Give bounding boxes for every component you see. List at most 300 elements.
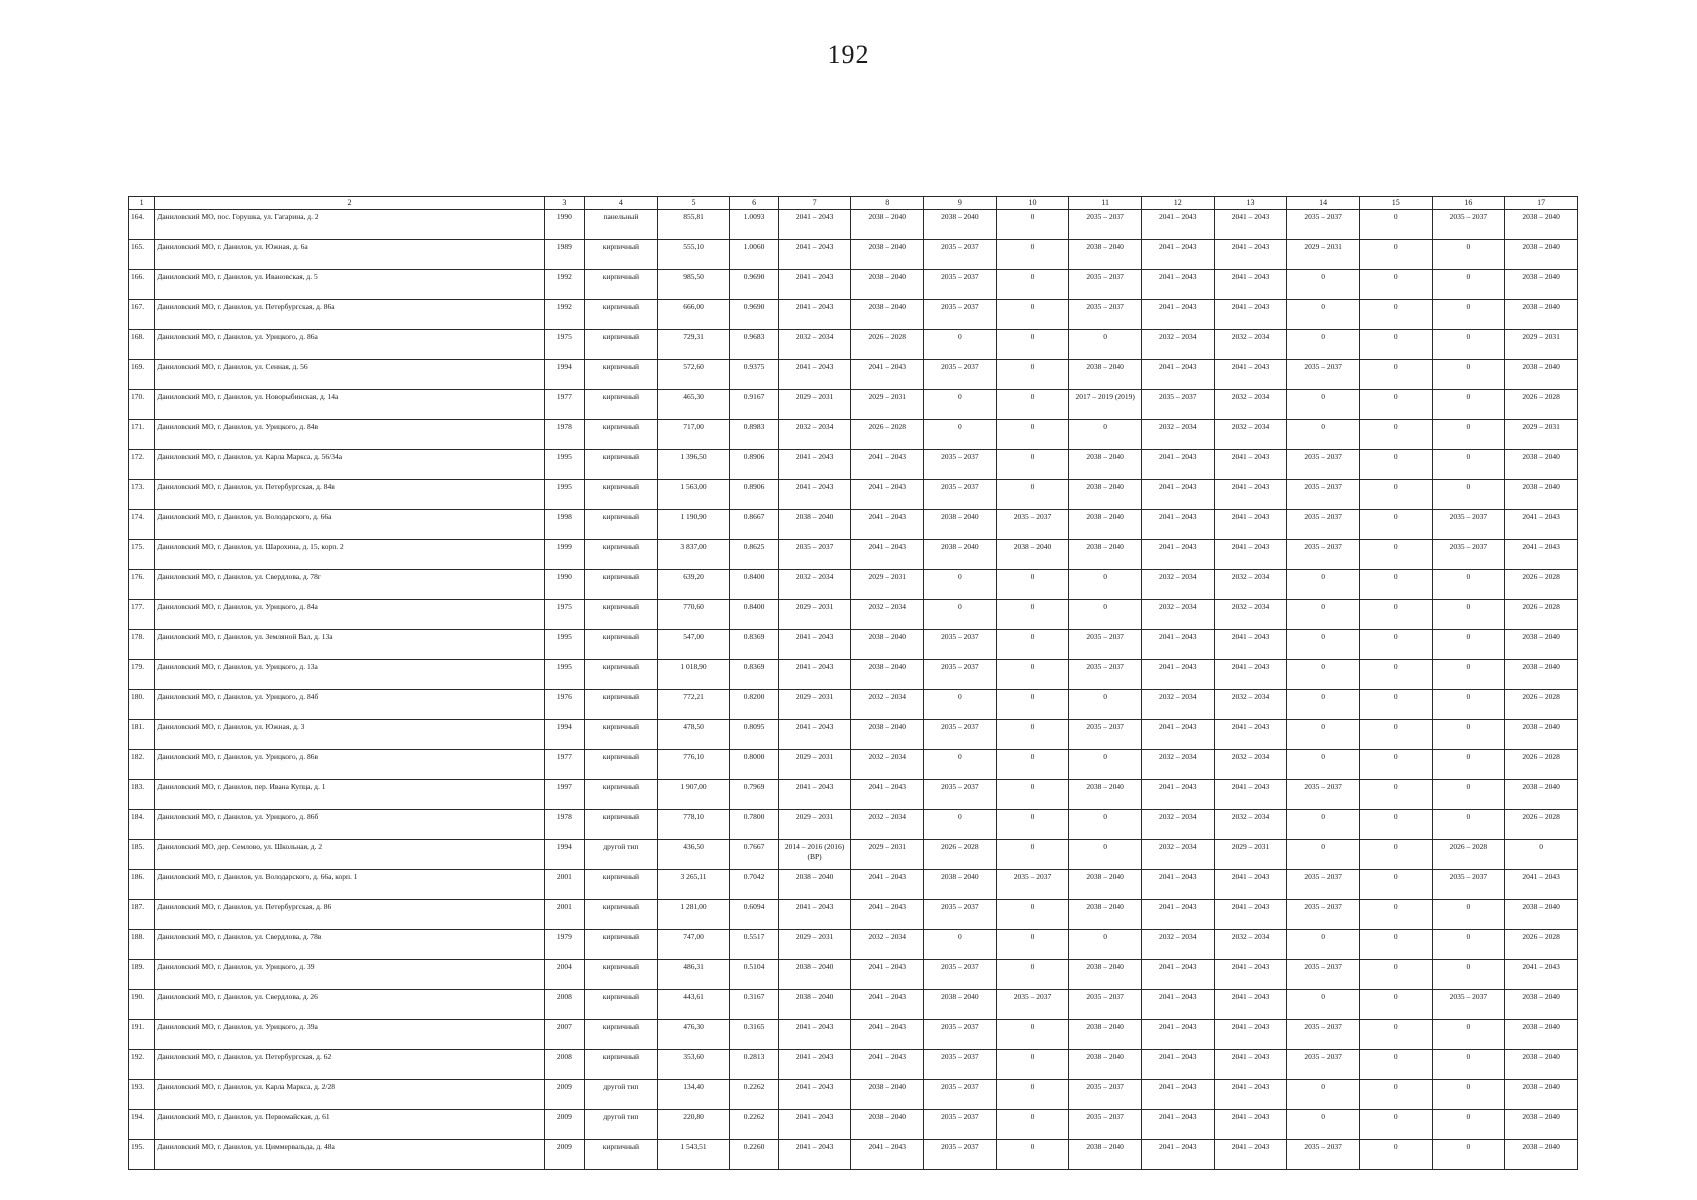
- table-cell: 2035 – 2037: [1432, 510, 1505, 540]
- table-cell: 2038 – 2040: [924, 210, 997, 240]
- table-cell: 2041 – 2043: [1214, 240, 1287, 270]
- table-cell: 220,80: [657, 1110, 730, 1140]
- table-cell: 2041 – 2043: [778, 210, 851, 240]
- table-cell: 2029 – 2031: [851, 840, 924, 870]
- table-row: [129, 930, 1578, 960]
- table-cell: 2041 – 2043: [778, 450, 851, 480]
- table-cell: 2041 – 2043: [851, 900, 924, 930]
- table-cell: 2029 – 2031: [778, 930, 851, 960]
- row-number-cell: 177.: [129, 600, 155, 630]
- table-cell: кирпичный: [585, 300, 658, 330]
- table-cell: 0: [996, 1020, 1069, 1050]
- table-cell: 443,61: [657, 990, 730, 1020]
- table-cell: 0: [1432, 450, 1505, 480]
- table-cell: 2035 – 2037: [1287, 900, 1360, 930]
- table-cell: 2032 – 2034: [778, 570, 851, 600]
- table-row: [129, 630, 1578, 660]
- table-cell: 0: [1069, 750, 1142, 780]
- table-cell: 0: [996, 780, 1069, 810]
- table-cell: 2032 – 2034: [1141, 750, 1214, 780]
- table-cell: 0: [996, 1110, 1069, 1140]
- table-cell: 0.9690: [730, 300, 778, 330]
- table-cell: 2032 – 2034: [778, 330, 851, 360]
- table-cell: 0: [1432, 780, 1505, 810]
- table-cell: 0.8369: [730, 630, 778, 660]
- table-cell: 2032 – 2034: [1141, 930, 1214, 960]
- table-cell: 2041 – 2043: [851, 870, 924, 900]
- address-cell: Даниловский МО, г. Данилов, ул. Урицкого, д. 39а: [155, 1020, 544, 1050]
- table-cell: 2041 – 2043: [1141, 1020, 1214, 1050]
- address-cell: Даниловский МО, г. Данилов, ул. Урицкого, д. 86б: [155, 810, 544, 840]
- table-cell: 2035 – 2037: [996, 990, 1069, 1020]
- table-cell: 2029 – 2031: [778, 690, 851, 720]
- table-cell: 2038 – 2040: [1069, 540, 1142, 570]
- table-cell: 0: [1069, 600, 1142, 630]
- table-cell: 2041 – 2043: [778, 270, 851, 300]
- table-cell: 0: [996, 480, 1069, 510]
- table-cell: 2032 – 2034: [1141, 570, 1214, 600]
- table-cell: 0: [924, 330, 997, 360]
- table-cell: кирпичный: [585, 930, 658, 960]
- table-cell: 2038 – 2040: [924, 510, 997, 540]
- table-cell: 2041 – 2043: [1214, 630, 1287, 660]
- table-cell: 2038 – 2040: [1069, 1050, 1142, 1080]
- table-cell: 2041 – 2043: [778, 1140, 851, 1170]
- table-cell: 2041 – 2043: [1214, 990, 1287, 1020]
- table-cell: 2035 – 2037: [1287, 540, 1360, 570]
- table-cell: 2038 – 2040: [1505, 1050, 1578, 1080]
- table-cell: 772,21: [657, 690, 730, 720]
- table-cell: 2032 – 2034: [1141, 330, 1214, 360]
- table-cell: 2038 – 2040: [851, 720, 924, 750]
- table-cell: кирпичный: [585, 990, 658, 1020]
- table-cell: 0: [1069, 570, 1142, 600]
- table-cell: 2035 – 2037: [1287, 1140, 1360, 1170]
- table-cell: другой тип: [585, 1110, 658, 1140]
- table-cell: 0: [1359, 840, 1432, 870]
- table-row: [129, 840, 1578, 870]
- column-number-header: 12: [1141, 197, 1214, 210]
- column-number-header: 13: [1214, 197, 1287, 210]
- table-cell: 2041 – 2043: [1214, 660, 1287, 690]
- table-cell: 1994: [544, 840, 584, 870]
- table-cell: 2026 – 2028: [851, 330, 924, 360]
- address-cell: Даниловский МО, г. Данилов, ул. Свердлова, д. 78в: [155, 930, 544, 960]
- table-cell: 1978: [544, 420, 584, 450]
- column-number-header: 4: [585, 197, 658, 210]
- row-number-cell: 182.: [129, 750, 155, 780]
- table-cell: 0: [996, 240, 1069, 270]
- table-cell: 2035 – 2037: [924, 900, 997, 930]
- table-cell: 1999: [544, 540, 584, 570]
- table-row: [129, 330, 1578, 360]
- table-cell: 0: [996, 1080, 1069, 1110]
- table-cell: 1 281,00: [657, 900, 730, 930]
- table-cell: 2041 – 2043: [1141, 450, 1214, 480]
- column-number-header: 3: [544, 197, 584, 210]
- row-number-cell: 183.: [129, 780, 155, 810]
- column-number-header: 5: [657, 197, 730, 210]
- table-cell: 2032 – 2034: [1214, 420, 1287, 450]
- table-cell: 353,60: [657, 1050, 730, 1080]
- table-cell: 2038 – 2040: [1505, 210, 1578, 240]
- table-cell: 0: [1432, 270, 1505, 300]
- address-cell: Даниловский МО, г. Данилов, ул. Урицкого, д. 86а: [155, 330, 544, 360]
- table-cell: 2001: [544, 900, 584, 930]
- table-cell: 2029 – 2031: [851, 570, 924, 600]
- row-number-cell: 167.: [129, 300, 155, 330]
- table-cell: 2041 – 2043: [851, 1050, 924, 1080]
- table-cell: 2035 – 2037: [924, 450, 997, 480]
- table-cell: 2041 – 2043: [1505, 870, 1578, 900]
- table-cell: 2041 – 2043: [1214, 510, 1287, 540]
- table-cell: 0.9167: [730, 390, 778, 420]
- row-number-cell: 180.: [129, 690, 155, 720]
- column-number-header: 17: [1505, 197, 1578, 210]
- table-cell: 2041 – 2043: [1141, 300, 1214, 330]
- table-cell: 2038 – 2040: [1505, 630, 1578, 660]
- table-row: [129, 1110, 1578, 1140]
- table-cell: 2038 – 2040: [1505, 270, 1578, 300]
- table-cell: 0.8369: [730, 660, 778, 690]
- table-row: [129, 480, 1578, 510]
- table-cell: 0: [1359, 1020, 1432, 1050]
- table-cell: 0: [1287, 840, 1360, 870]
- column-number-row: [129, 197, 1578, 210]
- table-cell: 2029 – 2031: [1287, 240, 1360, 270]
- table-cell: 2032 – 2034: [1141, 600, 1214, 630]
- table-cell: 0: [924, 690, 997, 720]
- table-cell: 0: [1287, 630, 1360, 660]
- table-cell: 0: [1432, 240, 1505, 270]
- table-cell: кирпичный: [585, 960, 658, 990]
- table-cell: 2041 – 2043: [778, 1020, 851, 1050]
- table-row: [129, 1020, 1578, 1050]
- table-cell: 2035 – 2037: [996, 510, 1069, 540]
- table-cell: 1995: [544, 660, 584, 690]
- table-cell: 0.7800: [730, 810, 778, 840]
- table-cell: 2041 – 2043: [778, 720, 851, 750]
- table-cell: 0: [1287, 750, 1360, 780]
- table-cell: 2035 – 2037: [1069, 210, 1142, 240]
- column-number-header: 2: [155, 197, 544, 210]
- table-cell: 0: [1359, 510, 1432, 540]
- table-cell: 2035 – 2037: [1432, 540, 1505, 570]
- table-cell: 2035 – 2037: [1287, 870, 1360, 900]
- table-cell: кирпичный: [585, 480, 658, 510]
- table-row: [129, 450, 1578, 480]
- table-cell: 2041 – 2043: [851, 450, 924, 480]
- table-cell: 0: [1287, 810, 1360, 840]
- table-cell: 0: [1287, 330, 1360, 360]
- row-number-cell: 189.: [129, 960, 155, 990]
- table-cell: кирпичный: [585, 390, 658, 420]
- column-number-header: 8: [851, 197, 924, 210]
- table-cell: 2035 – 2037: [1432, 990, 1505, 1020]
- table-cell: кирпичный: [585, 450, 658, 480]
- row-number-cell: 164.: [129, 210, 155, 240]
- table-cell: 0: [996, 960, 1069, 990]
- address-cell: Даниловский МО, г. Данилов, ул. Петербургская, д. 84в: [155, 480, 544, 510]
- table-cell: 0.2260: [730, 1140, 778, 1170]
- row-number-cell: 179.: [129, 660, 155, 690]
- table-cell: 2038 – 2040: [1505, 300, 1578, 330]
- table-cell: 2038 – 2040: [924, 870, 997, 900]
- table-cell: 2038 – 2040: [1505, 240, 1578, 270]
- table-cell: 1977: [544, 390, 584, 420]
- table-cell: 2035 – 2037: [778, 540, 851, 570]
- table-cell: 2035 – 2037: [924, 360, 997, 390]
- table-cell: 2008: [544, 1050, 584, 1080]
- row-number-cell: 192.: [129, 1050, 155, 1080]
- table-cell: 2035 – 2037: [1287, 1020, 1360, 1050]
- table-cell: 0: [1069, 840, 1142, 870]
- table-cell: 2041 – 2043: [778, 240, 851, 270]
- table-cell: 729,31: [657, 330, 730, 360]
- table-cell: 555,10: [657, 240, 730, 270]
- address-cell: Даниловский МО, г. Данилов, ул. Сенная, д. 56: [155, 360, 544, 390]
- table-cell: 2038 – 2040: [851, 210, 924, 240]
- table-cell: 0: [1432, 1080, 1505, 1110]
- table-cell: 1995: [544, 630, 584, 660]
- table-cell: 465,30: [657, 390, 730, 420]
- table-cell: 2029 – 2031: [778, 750, 851, 780]
- table-cell: кирпичный: [585, 510, 658, 540]
- table-cell: 2035 – 2037: [924, 720, 997, 750]
- table-cell: 2041 – 2043: [851, 990, 924, 1020]
- table-cell: 747,00: [657, 930, 730, 960]
- table-cell: 0: [1359, 690, 1432, 720]
- row-number-cell: 172.: [129, 450, 155, 480]
- table-cell: кирпичный: [585, 270, 658, 300]
- row-number-cell: 187.: [129, 900, 155, 930]
- row-number-cell: 181.: [129, 720, 155, 750]
- table-cell: панельный: [585, 210, 658, 240]
- table-cell: 0: [996, 930, 1069, 960]
- table-cell: 0: [1287, 660, 1360, 690]
- table-cell: 2014 – 2016 (2016) (ВР): [778, 840, 851, 870]
- table-cell: 0: [1432, 660, 1505, 690]
- table-cell: 2038 – 2040: [1505, 720, 1578, 750]
- table-cell: 2032 – 2034: [851, 600, 924, 630]
- table-cell: 0: [1359, 270, 1432, 300]
- table-cell: 1 018,90: [657, 660, 730, 690]
- table-cell: 2035 – 2037: [924, 1140, 997, 1170]
- column-number-header: 15: [1359, 197, 1432, 210]
- table-cell: 2035 – 2037: [1069, 1080, 1142, 1110]
- table-row: [129, 750, 1578, 780]
- table-cell: 855,81: [657, 210, 730, 240]
- table-cell: 0.7969: [730, 780, 778, 810]
- table-cell: 476,30: [657, 1020, 730, 1050]
- table-cell: 0: [996, 810, 1069, 840]
- table-cell: 2041 – 2043: [851, 540, 924, 570]
- table-cell: 2041 – 2043: [851, 360, 924, 390]
- table-cell: 2041 – 2043: [1141, 270, 1214, 300]
- table-cell: 0: [1359, 480, 1432, 510]
- table-cell: 1 907,00: [657, 780, 730, 810]
- table-cell: 2029 – 2031: [1505, 330, 1578, 360]
- table-row: [129, 690, 1578, 720]
- table-cell: 2038 – 2040: [1069, 900, 1142, 930]
- table-cell: 2041 – 2043: [778, 1050, 851, 1080]
- table-cell: 0: [1432, 300, 1505, 330]
- table-cell: 2029 – 2031: [778, 810, 851, 840]
- table-cell: 2041 – 2043: [1141, 480, 1214, 510]
- table-cell: 2032 – 2034: [1214, 810, 1287, 840]
- table-cell: 2041 – 2043: [1214, 780, 1287, 810]
- table-cell: 2008: [544, 990, 584, 1020]
- table-cell: 1995: [544, 450, 584, 480]
- table-cell: 0: [1432, 480, 1505, 510]
- table-cell: 2032 – 2034: [1214, 750, 1287, 780]
- table-cell: 2041 – 2043: [778, 630, 851, 660]
- table-cell: 0: [1359, 1050, 1432, 1080]
- table-row: [129, 360, 1578, 390]
- table-cell: 0: [996, 900, 1069, 930]
- table-row: [129, 660, 1578, 690]
- table-cell: 666,00: [657, 300, 730, 330]
- table-cell: 2035 – 2037: [996, 870, 1069, 900]
- table-cell: 2041 – 2043: [1214, 270, 1287, 300]
- table-cell: 1 396,50: [657, 450, 730, 480]
- table-cell: 0: [996, 660, 1069, 690]
- table-cell: 0.8906: [730, 480, 778, 510]
- table-cell: 0: [1287, 1080, 1360, 1110]
- table-cell: 2035 – 2037: [1069, 300, 1142, 330]
- table-cell: 2026 – 2028: [1505, 810, 1578, 840]
- table-cell: 1 190,90: [657, 510, 730, 540]
- table-row: [129, 960, 1578, 990]
- table-cell: 0: [996, 600, 1069, 630]
- table-cell: 0: [1359, 750, 1432, 780]
- table-cell: 2026 – 2028: [1505, 600, 1578, 630]
- table-cell: 2038 – 2040: [1069, 1140, 1142, 1170]
- table-cell: 436,50: [657, 840, 730, 870]
- table-cell: 0: [1359, 990, 1432, 1020]
- table-cell: 2035 – 2037: [924, 240, 997, 270]
- table-cell: 2041 – 2043: [1214, 360, 1287, 390]
- table-cell: 2029 – 2031: [1214, 840, 1287, 870]
- address-cell: Даниловский МО, г. Данилов, ул. Шарохина, д. 15, корп. 2: [155, 540, 544, 570]
- table-cell: 2041 – 2043: [1141, 240, 1214, 270]
- table-cell: 0: [1432, 960, 1505, 990]
- table-cell: 0.2813: [730, 1050, 778, 1080]
- table-cell: 0: [1359, 300, 1432, 330]
- table-cell: 0: [1069, 690, 1142, 720]
- table-cell: кирпичный: [585, 360, 658, 390]
- table-cell: 2035 – 2037: [1069, 660, 1142, 690]
- table-row: [129, 210, 1578, 240]
- column-number-header: 14: [1287, 197, 1360, 210]
- table-cell: 0: [1359, 930, 1432, 960]
- table-cell: 0: [996, 360, 1069, 390]
- table-cell: 0: [996, 450, 1069, 480]
- address-cell: Даниловский МО, г. Данилов, ул. Новорыбинская, д. 14а: [155, 390, 544, 420]
- table-cell: 2001: [544, 870, 584, 900]
- table-cell: 2035 – 2037: [1287, 360, 1360, 390]
- table-cell: 2041 – 2043: [778, 780, 851, 810]
- table-cell: 2041 – 2043: [778, 300, 851, 330]
- row-number-cell: 173.: [129, 480, 155, 510]
- table-cell: 2035 – 2037: [1069, 990, 1142, 1020]
- address-cell: Даниловский МО, г. Данилов, ул. Карла Маркса, д. 2/28: [155, 1080, 544, 1110]
- table-cell: 2038 – 2040: [1069, 780, 1142, 810]
- table-cell: 2032 – 2034: [1214, 930, 1287, 960]
- table-cell: 0: [1359, 210, 1432, 240]
- table-cell: 2017 – 2019 (2019): [1069, 390, 1142, 420]
- column-number-header: 9: [924, 197, 997, 210]
- table-cell: 2035 – 2037: [924, 1020, 997, 1050]
- table-cell: 2009: [544, 1140, 584, 1170]
- table-cell: 2041 – 2043: [1505, 960, 1578, 990]
- table-cell: 0: [1359, 1140, 1432, 1170]
- table-cell: 2041 – 2043: [851, 780, 924, 810]
- table-row: [129, 420, 1578, 450]
- table-cell: 2041 – 2043: [1214, 1080, 1287, 1110]
- table-cell: 0: [1432, 750, 1505, 780]
- table-cell: 0: [1359, 900, 1432, 930]
- table-cell: 2041 – 2043: [851, 960, 924, 990]
- schedule-table: [128, 196, 1578, 1170]
- address-cell: Даниловский МО, г. Данилов, ул. Ивановская, д. 5: [155, 270, 544, 300]
- table-cell: 2041 – 2043: [778, 1080, 851, 1110]
- table-cell: 0: [1359, 870, 1432, 900]
- table-cell: 2035 – 2037: [1069, 270, 1142, 300]
- table-cell: 0: [1287, 690, 1360, 720]
- table-cell: 2041 – 2043: [778, 1110, 851, 1140]
- table-cell: кирпичный: [585, 900, 658, 930]
- table-cell: 2041 – 2043: [1214, 1050, 1287, 1080]
- table-cell: 770,60: [657, 600, 730, 630]
- table-cell: 2038 – 2040: [1069, 870, 1142, 900]
- table-cell: 0.8095: [730, 720, 778, 750]
- address-cell: Даниловский МО, г. Данилов, ул. Урицкого, д. 84б: [155, 690, 544, 720]
- table-cell: 778,10: [657, 810, 730, 840]
- table-cell: 0.8906: [730, 450, 778, 480]
- table-cell: 2032 – 2034: [778, 420, 851, 450]
- table-cell: 0: [1287, 990, 1360, 1020]
- table-cell: 717,00: [657, 420, 730, 450]
- table-cell: 2032 – 2034: [1214, 570, 1287, 600]
- table-cell: 0: [996, 270, 1069, 300]
- table-cell: 2041 – 2043: [1141, 1050, 1214, 1080]
- table-cell: 0: [924, 810, 997, 840]
- table-cell: 0.2262: [730, 1110, 778, 1140]
- table-cell: 2026 – 2028: [1505, 570, 1578, 600]
- table-cell: 0.2262: [730, 1080, 778, 1110]
- table-cell: 134,40: [657, 1080, 730, 1110]
- table-cell: 2038 – 2040: [1069, 480, 1142, 510]
- table-cell: 0: [1287, 270, 1360, 300]
- table-row: [129, 390, 1578, 420]
- table-cell: 2035 – 2037: [1069, 630, 1142, 660]
- table-cell: 0: [1432, 900, 1505, 930]
- table-cell: 0: [1287, 930, 1360, 960]
- table-cell: 0: [1359, 540, 1432, 570]
- table-cell: 2038 – 2040: [1069, 240, 1142, 270]
- table-cell: 0: [924, 390, 997, 420]
- column-number-header: 11: [1069, 197, 1142, 210]
- table-cell: 0: [1069, 930, 1142, 960]
- table-row: [129, 270, 1578, 300]
- table-cell: 0: [1359, 960, 1432, 990]
- table-cell: 486,31: [657, 960, 730, 990]
- table-row: [129, 300, 1578, 330]
- row-number-cell: 184.: [129, 810, 155, 840]
- table-cell: 0: [1359, 780, 1432, 810]
- table-cell: 2041 – 2043: [778, 900, 851, 930]
